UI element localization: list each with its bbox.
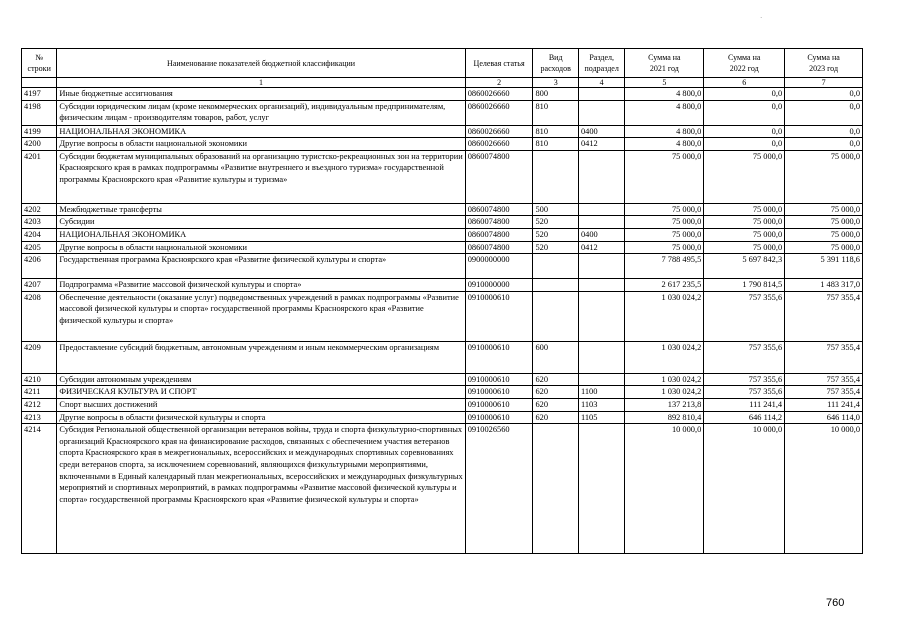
budget-table — [21, 48, 863, 554]
row-sum-2023: 111 241,4 — [785, 398, 863, 411]
row-section — [578, 216, 624, 229]
row-number: 4210 — [22, 373, 57, 386]
column-number: 7 — [785, 78, 863, 88]
row-name: Другие вопросы в области национальной экономики — [57, 241, 465, 254]
row-sum-2023: 757 355,4 — [785, 373, 863, 386]
row-section — [578, 254, 624, 279]
row-name: Обеспечение деятельности (оказание услуг) подведомственных учреждений в рамках подпрограммы «Развитие массовой физической культуры и спорта» государственной программы Красноярского края «Развитие физической культуры и спорта» — [57, 291, 465, 341]
table-row — [22, 279, 863, 292]
row-target-article: 0860026660 — [465, 88, 533, 101]
column-number: 1 — [57, 78, 465, 88]
row-name: Государственная программа Красноярского края «Развитие физической культуры и спорта» — [57, 254, 465, 279]
row-expense-type: 620 — [533, 386, 578, 399]
row-sum-2022: 75 000,0 — [704, 203, 785, 216]
row-expense-type: 520 — [533, 228, 578, 241]
table-row — [22, 241, 863, 254]
header-row-no-text: № строки — [27, 53, 51, 73]
row-sum-2022: 111 241,4 — [704, 398, 785, 411]
row-sum-2023: 75 000,0 — [785, 150, 863, 203]
row-sum-2022: 10 000,0 — [704, 424, 785, 554]
row-sum-2022: 0,0 — [704, 100, 785, 125]
row-sum-2022: 1 790 814,5 — [704, 279, 785, 292]
row-sum-2022: 0,0 — [704, 138, 785, 151]
row-target-article: 0860074800 — [465, 216, 533, 229]
table-row — [22, 341, 863, 373]
row-expense-type: 520 — [533, 241, 578, 254]
row-number: 4204 — [22, 228, 57, 241]
row-number: 4202 — [22, 203, 57, 216]
row-sum-2022: 646 114,2 — [704, 411, 785, 424]
row-section: 1105 — [578, 411, 624, 424]
row-sum-2022: 5 697 842,3 — [704, 254, 785, 279]
row-number: 4201 — [22, 150, 57, 203]
header-sum-2022-text: Сумма на 2022 год — [727, 53, 761, 73]
row-expense-type — [533, 279, 578, 292]
table-row — [22, 88, 863, 101]
row-sum-2023: 757 355,4 — [785, 341, 863, 373]
table-row — [22, 216, 863, 229]
row-sum-2021: 7 788 495,5 — [625, 254, 704, 279]
row-sum-2022: 757 355,6 — [704, 291, 785, 341]
row-sum-2021: 4 800,0 — [625, 88, 704, 101]
row-section: 0400 — [578, 125, 624, 138]
row-section: 1103 — [578, 398, 624, 411]
row-section — [578, 424, 624, 554]
row-number: 4200 — [22, 138, 57, 151]
row-number: 4197 — [22, 88, 57, 101]
row-sum-2021: 75 000,0 — [625, 241, 704, 254]
row-number: 4206 — [22, 254, 57, 279]
table-row — [22, 125, 863, 138]
header-row-no — [22, 49, 57, 78]
row-sum-2023: 0,0 — [785, 125, 863, 138]
column-number — [22, 78, 57, 88]
row-expense-type: 500 — [533, 203, 578, 216]
row-target-article: 0910000610 — [465, 398, 533, 411]
row-sum-2022: 75 000,0 — [704, 228, 785, 241]
row-expense-type: 520 — [533, 216, 578, 229]
table-row — [22, 386, 863, 399]
row-target-article: 0860074800 — [465, 203, 533, 216]
row-section — [578, 373, 624, 386]
column-number: 3 — [533, 78, 578, 88]
row-number: 4205 — [22, 241, 57, 254]
row-sum-2021: 75 000,0 — [625, 203, 704, 216]
row-expense-type: 800 — [533, 88, 578, 101]
row-number: 4208 — [22, 291, 57, 341]
header-section-text: Раздел, подраздел — [584, 53, 619, 73]
row-sum-2022: 75 000,0 — [704, 216, 785, 229]
row-number: 4203 — [22, 216, 57, 229]
row-sum-2022: 757 355,6 — [704, 373, 785, 386]
row-name: Предоставление субсидий бюджетным, автономным учреждениям и иным некоммерческим организациям — [57, 341, 465, 373]
row-section — [578, 88, 624, 101]
row-name: Межбюджетные трансферты — [57, 203, 465, 216]
table-row — [22, 150, 863, 203]
row-name: Спорт высших достижений — [57, 398, 465, 411]
page-corner-mark: · — [760, 14, 763, 22]
row-sum-2021: 75 000,0 — [625, 150, 704, 203]
row-sum-2022: 75 000,0 — [704, 150, 785, 203]
header-sum-2023 — [785, 49, 863, 78]
row-target-article: 0900000000 — [465, 254, 533, 279]
row-sum-2023: 10 000,0 — [785, 424, 863, 554]
row-sum-2022: 0,0 — [704, 125, 785, 138]
row-expense-type — [533, 291, 578, 341]
row-name: Субсидии юридическим лицам (кроме некоммерческих организаций), индивидуальным предпринимателям, физическим лицам - производителям товаров, работ, услуг — [57, 100, 465, 125]
row-sum-2022: 757 355,6 — [704, 341, 785, 373]
table-row — [22, 291, 863, 341]
row-sum-2022: 75 000,0 — [704, 241, 785, 254]
row-target-article: 0860074800 — [465, 241, 533, 254]
table-row — [22, 411, 863, 424]
row-expense-type: 810 — [533, 125, 578, 138]
row-target-article: 0860026660 — [465, 100, 533, 125]
row-sum-2021: 75 000,0 — [625, 228, 704, 241]
header-name — [57, 49, 465, 78]
row-expense-type: 810 — [533, 100, 578, 125]
row-expense-type — [533, 254, 578, 279]
row-number: 4211 — [22, 386, 57, 399]
header-sum-2022 — [704, 49, 785, 78]
row-sum-2021: 137 213,8 — [625, 398, 704, 411]
row-sum-2021: 1 030 024,2 — [625, 373, 704, 386]
column-number: 5 — [625, 78, 704, 88]
row-sum-2021: 4 800,0 — [625, 100, 704, 125]
column-number: 6 — [704, 78, 785, 88]
row-section — [578, 203, 624, 216]
row-expense-type: 810 — [533, 138, 578, 151]
row-number: 4209 — [22, 341, 57, 373]
row-target-article: 0910000610 — [465, 386, 533, 399]
row-sum-2023: 1 483 317,0 — [785, 279, 863, 292]
row-target-article: 0910000610 — [465, 411, 533, 424]
row-sum-2021: 4 800,0 — [625, 138, 704, 151]
row-sum-2023: 75 000,0 — [785, 228, 863, 241]
row-target-article: 0860026660 — [465, 138, 533, 151]
table-row — [22, 254, 863, 279]
row-sum-2023: 0,0 — [785, 88, 863, 101]
row-section — [578, 279, 624, 292]
row-expense-type: 600 — [533, 341, 578, 373]
row-sum-2021: 1 030 024,2 — [625, 291, 704, 341]
row-number: 4199 — [22, 125, 57, 138]
row-target-article: 0860074800 — [465, 228, 533, 241]
row-name: Иные бюджетные ассигнования — [57, 88, 465, 101]
row-sum-2021: 2 617 235,5 — [625, 279, 704, 292]
row-name: Субсидии автономным учреждениям — [57, 373, 465, 386]
table-row — [22, 138, 863, 151]
row-sum-2023: 757 355,4 — [785, 386, 863, 399]
row-number: 4198 — [22, 100, 57, 125]
row-sum-2021: 892 810,4 — [625, 411, 704, 424]
row-target-article: 0910000610 — [465, 291, 533, 341]
table-row — [22, 203, 863, 216]
row-expense-type: 620 — [533, 398, 578, 411]
row-name: ФИЗИЧЕСКАЯ КУЛЬТУРА И СПОРТ — [57, 386, 465, 399]
header-expense-type — [533, 49, 578, 78]
header-name-text: Наименование показателей бюджетной классификации — [167, 58, 356, 68]
row-number: 4213 — [22, 411, 57, 424]
row-sum-2023: 75 000,0 — [785, 216, 863, 229]
row-target-article: 0910000610 — [465, 373, 533, 386]
table-row — [22, 228, 863, 241]
header-target — [465, 49, 533, 78]
row-name: Другие вопросы в области физической культуры и спорта — [57, 411, 465, 424]
row-section: 0412 — [578, 241, 624, 254]
row-number: 4212 — [22, 398, 57, 411]
row-target-article: 0910026560 — [465, 424, 533, 554]
row-number: 4214 — [22, 424, 57, 554]
header-sum-2021 — [625, 49, 704, 78]
row-expense-type — [533, 424, 578, 554]
row-name: Субсидия Региональной общественной организации ветеранов войны, труда и спорта физкультурно-спортивных организаций Красноярского края на финансирование расходов, связанных с обеспечением участия ветеранов спорта Красноярского края в межрегиональных, всероссийских и международных спортивных соревнованиях среди ветеранов спорта, за исключением соревнований, являющихся физкультурными мероприятиями, включенными в Единый календарный план межрегиональных, всероссийских и международных физкультурных мероприятий и спортивных мероприятий, в рамках подпрограммы «Развитие массовой физической культуры и спорта» государственной программы Красноярского края «Развитие физической культуры и спорта» — [57, 424, 465, 554]
row-sum-2023: 75 000,0 — [785, 241, 863, 254]
page-number: 760 — [826, 597, 845, 609]
row-section — [578, 100, 624, 125]
table-row — [22, 424, 863, 554]
row-section: 1100 — [578, 386, 624, 399]
row-name: Субсидии — [57, 216, 465, 229]
row-name: Другие вопросы в области национальной экономики — [57, 138, 465, 151]
row-section — [578, 150, 624, 203]
row-sum-2021: 4 800,0 — [625, 125, 704, 138]
row-name: НАЦИОНАЛЬНАЯ ЭКОНОМИКА — [57, 228, 465, 241]
row-name: Подпрограмма «Развитие массовой физической культуры и спорта» — [57, 279, 465, 292]
row-sum-2023: 646 114,0 — [785, 411, 863, 424]
row-sum-2021: 1 030 024,2 — [625, 341, 704, 373]
table-row — [22, 100, 863, 125]
row-name: НАЦИОНАЛЬНАЯ ЭКОНОМИКА — [57, 125, 465, 138]
column-number-row — [22, 78, 863, 88]
row-sum-2021: 10 000,0 — [625, 424, 704, 554]
header-expense-type-text: Вид расходов — [540, 53, 571, 73]
row-sum-2021: 75 000,0 — [625, 216, 704, 229]
row-sum-2023: 0,0 — [785, 100, 863, 125]
row-target-article: 0910000000 — [465, 279, 533, 292]
row-expense-type — [533, 150, 578, 203]
row-target-article: 0910000610 — [465, 341, 533, 373]
row-number: 4207 — [22, 279, 57, 292]
row-name: Субсидии бюджетам муниципальных образований на организацию туристско-рекреационных зон на территории Красноярского края в рамках подпрограммы «Развитие внутреннего и въездного туризма» государственной программы Красноярского края «Развитие культуры и туризма» — [57, 150, 465, 203]
row-sum-2023: 0,0 — [785, 138, 863, 151]
table-header — [22, 49, 863, 78]
row-sum-2023: 757 355,4 — [785, 291, 863, 341]
row-section — [578, 291, 624, 341]
row-sum-2021: 1 030 024,2 — [625, 386, 704, 399]
row-target-article: 0860074800 — [465, 150, 533, 203]
row-sum-2022: 0,0 — [704, 88, 785, 101]
table-row — [22, 398, 863, 411]
row-sum-2023: 75 000,0 — [785, 203, 863, 216]
table-row — [22, 373, 863, 386]
row-section — [578, 341, 624, 373]
row-section: 0412 — [578, 138, 624, 151]
row-section: 0400 — [578, 228, 624, 241]
row-expense-type: 620 — [533, 373, 578, 386]
row-expense-type: 620 — [533, 411, 578, 424]
column-number: 4 — [578, 78, 624, 88]
header-sum-2023-text: Сумма на 2023 год — [807, 53, 840, 73]
header-target-text: Целевая статья — [473, 58, 525, 68]
header-section — [578, 49, 624, 78]
row-target-article: 0860026660 — [465, 125, 533, 138]
row-sum-2022: 757 355,6 — [704, 386, 785, 399]
row-sum-2023: 5 391 118,6 — [785, 254, 863, 279]
column-number: 2 — [465, 78, 533, 88]
header-sum-2021-text: Сумма на 2021 год — [648, 53, 681, 73]
